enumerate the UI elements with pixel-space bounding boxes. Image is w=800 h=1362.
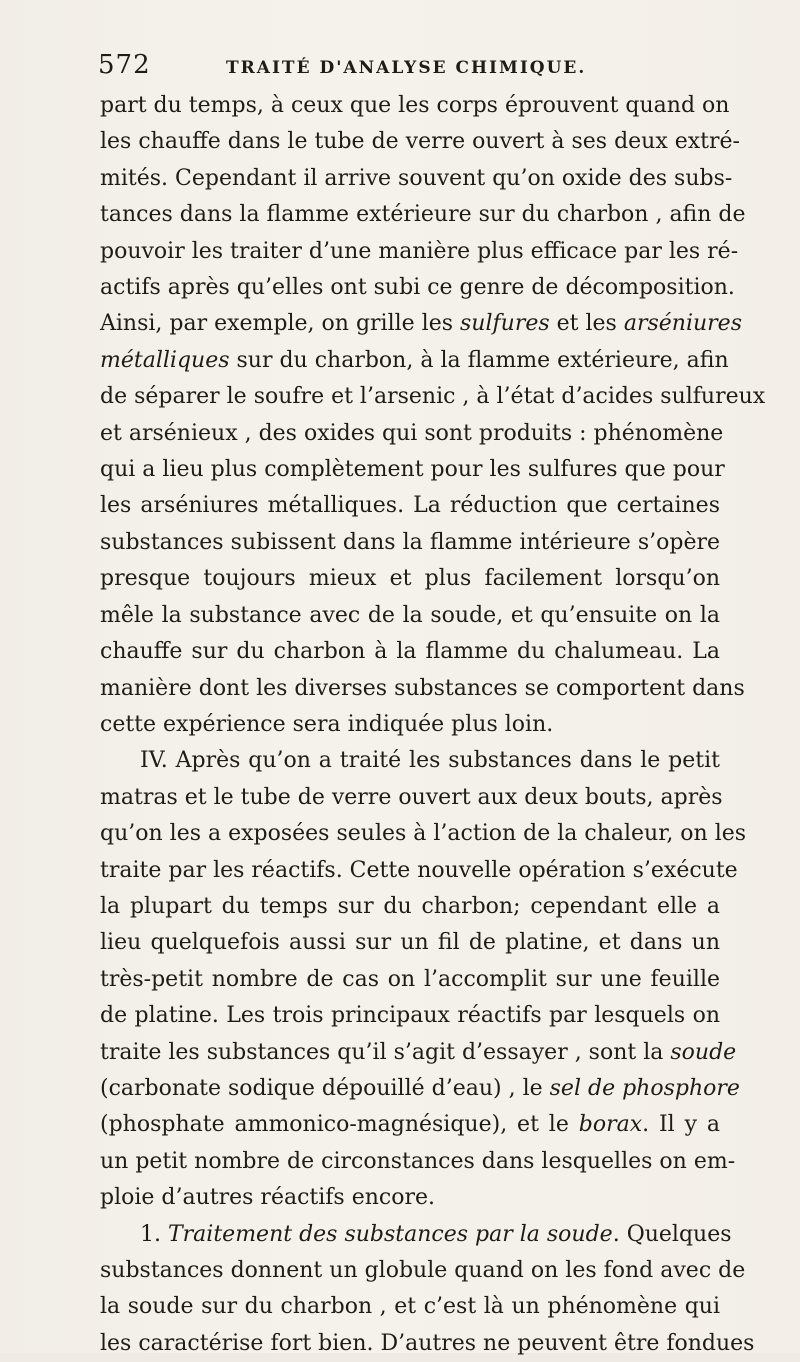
text-line [100,1326,755,1362]
text-line [100,853,738,889]
text-segment: . Il y a [642,1112,720,1138]
text-line [100,707,720,743]
italic-term: arséniures [623,311,742,337]
text-line [100,889,720,925]
text-segment: de séparer le soufre et l’arsenic , à l’état d’acides sulfureux [100,384,766,410]
page-number: 572 [98,50,151,80]
text-line [100,1071,740,1107]
text-segment: substances donnent un globule quand on les fond avec de [100,1258,746,1283]
italic-term: borax [578,1112,643,1138]
page-header [98,50,718,90]
text-segment: lieu quelquefois aussi sur un fil de platine, et dans un [100,930,720,956]
italic-term: soude [670,1039,737,1065]
text-line [100,306,742,342]
text-line [100,1180,720,1216]
text-segment: presque toujours mieux et plus facilement lorsqu’on [100,566,720,592]
text-line [100,1289,720,1325]
text-line [100,634,720,670]
text-segment: qu’on les a exposées seules à l’action de la chaleur, on les [100,821,747,847]
italic-term: Traitement des substances par la soude [167,1221,613,1247]
text-segment: chauffe sur du charbon à la flamme du chalumeau. La [100,639,720,665]
text-segment: la plupart du temps sur du charbon; cependant elle a [100,893,720,919]
text-line [100,925,720,961]
text-segment: les chauffe dans le tube de verre ouvert à ses deux extré- [100,129,740,155]
text-segment: traite les substances qu’il s’agit d’essayer , sont la [100,1039,671,1065]
text-line [100,161,733,197]
text-segment: IV. Après qu’on a traité les substances dans le petit [140,748,720,774]
text-line [100,488,720,524]
italic-term: sulfures [460,311,550,337]
text-segment: la soude sur du charbon , et c’est là un phénomène qui [100,1294,720,1320]
text-segment: matras et le tube de verre ouvert aux deux bouts, après [100,784,723,810]
text-line [100,780,723,816]
text-segment: Ainsi, par exemple, on grille les [100,311,461,337]
text-segment: (carbonate sodique dépouillé d’eau) , le [100,1075,550,1101]
text-segment: de platine. Les trois principaux réactifs par lesquels on [100,1003,720,1029]
text-segment: cette expérience sera indiquée plus loin. [100,711,554,737]
text-segment: (phosphate ammonico-magnésique), et le [100,1112,579,1138]
text-line [100,88,730,124]
text-line [100,1107,720,1143]
text-segment: . Quelques [612,1221,732,1247]
text-segment: part du temps, à ceux que les corps éprouvent quand on [100,93,730,118]
text-line [100,124,740,160]
text-segment: qui a lieu plus complètement pour les sulfures que pour [100,457,725,483]
text-line [100,743,720,779]
italic-term: métalliques [100,347,230,373]
text-line [100,561,720,597]
text-segment: manière dont les diverses substances se comportent dans [100,675,745,701]
text-segment: mêle la substance avec de la soude, et qu’ensuite on la [100,602,720,628]
text-line [100,1144,736,1180]
text-segment: et arsénieux , des oxides qui sont produits : phénomène [100,420,724,446]
text-line [100,1217,732,1253]
text-line [100,998,720,1034]
text-line [100,816,747,852]
text-segment: les arséniures métalliques. La réduction que certaines [100,493,720,519]
text-segment: ploie d’autres réactifs encore. [100,1185,435,1211]
text-line [100,270,735,306]
text-segment: sur du charbon, à la flamme extérieure, afin [229,347,729,373]
text-segment: très-petit nombre de cas on l’accomplit sur une feuille [100,966,720,992]
text-segment: traite par les réactifs. Cette nouvelle opération s’exécute [100,857,738,883]
text-line [100,671,745,707]
text-line [100,525,720,561]
text-line [100,343,729,379]
text-line [100,379,766,415]
text-segment: pouvoir les traiter d’une manière plus efficace par les ré- [100,238,739,264]
text-segment: les caractérise fort bien. D’autres ne peuvent être fondues [100,1330,755,1356]
text-line [100,234,739,270]
text-segment: un petit nombre de circonstances dans lesquelles on em- [100,1148,736,1174]
text-line [100,416,724,452]
text-line [100,1253,746,1289]
text-segment: substances subissent dans la flamme intérieure s’opère [100,529,720,555]
text-line [100,452,725,488]
text-line [100,1035,737,1071]
text-line [100,962,720,998]
text-line [100,598,720,634]
running-title: TRAITÉ D'ANALYSE CHIMIQUE. [226,58,587,78]
body-text [100,88,766,1362]
text-segment: tances dans la flamme extérieure sur du charbon , afin de [100,202,746,228]
text-segment: mités. Cependant il arrive souvent qu’on oxide des subs- [100,165,733,191]
italic-term: sel de phosphore [549,1075,740,1101]
text-segment: et les [549,311,624,337]
text-segment: 1. [140,1221,168,1247]
text-line [100,197,746,233]
text-segment: actifs après qu’elles ont subi ce genre de décomposition. [100,275,735,301]
